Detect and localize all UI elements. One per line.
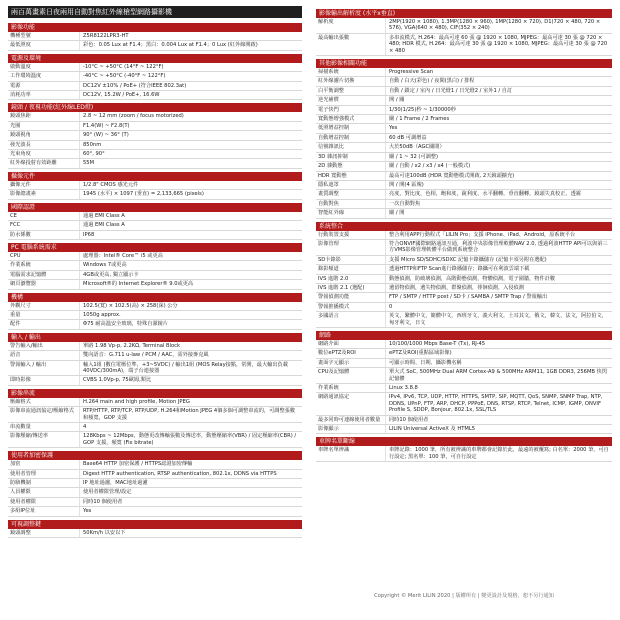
spec-row xyxy=(8,122,302,131)
section-header: 國際認證 xyxy=(8,203,302,212)
spec-row xyxy=(8,252,302,261)
section-header: PC 電腦系統需求 xyxy=(8,243,302,252)
spec-value: 單路 1.98 Vp-p, 2.2KΩ, Terminal Block xyxy=(83,342,181,349)
spec-label: 電腦需求記憶體 xyxy=(8,271,80,279)
spec-label: 鏡頭調整 xyxy=(8,529,80,537)
spec-value: Yes xyxy=(83,508,92,515)
spec-label: 低照增益控制 xyxy=(316,124,386,132)
spec-label: CPU xyxy=(8,252,80,260)
spec-value: 開 / 開(4 區塊) xyxy=(389,181,424,188)
spec-value: 英文，繁體中文，簡體中文，西班牙文，義大利文，土耳其文，俄文，韓文，法文，阿拉伯文，匈牙利文，日文 xyxy=(389,313,607,326)
spec-row xyxy=(8,32,302,41)
spec-row xyxy=(8,82,302,91)
spec-row xyxy=(316,265,612,274)
spec-row xyxy=(316,34,612,56)
spec-value: 遺留物偵測，遺失物偵測，群聚偵測，徘徊偵測，入侵偵測 xyxy=(389,284,524,291)
spec-value: 90° (W) ~ 36° (T) xyxy=(83,132,129,139)
spec-row xyxy=(8,112,302,121)
spec-label: 啟動溫度 xyxy=(8,63,80,71)
spec-label: 掃描系統 xyxy=(316,68,386,76)
spec-label: 警報輸入 / 輸出 xyxy=(8,361,80,376)
spec-value: 支援 Micro SD/SDHC/SDXC 記憶卡錄攝儲存 (記憶卡須另附在選配) xyxy=(389,256,547,263)
spec-label: 警報推播模式 xyxy=(316,303,386,311)
spec-label: HDR 寬動態 xyxy=(316,172,386,180)
spec-row xyxy=(316,349,612,358)
spec-value: Linux 3.8.8 xyxy=(389,385,418,392)
section-header: 其他影像相關功能 xyxy=(316,59,612,68)
spec-row xyxy=(8,212,302,221)
spec-row xyxy=(8,302,302,311)
spec-label: 鏡頭焦距 xyxy=(8,112,80,120)
spec-label: 機種型號 xyxy=(8,32,80,40)
spec-row xyxy=(8,460,302,469)
spec-value: 2.8 ~ 12 mm (zoom / focus motorized) xyxy=(83,113,184,120)
spec-label: 影像串流通訊協定/壓縮格式 xyxy=(8,407,80,422)
spec-row xyxy=(8,479,302,488)
spec-value: 自動 / 白天(彩色) / 夜間(黑白) / 排程 xyxy=(389,78,475,85)
spec-label: 外觀尺寸 xyxy=(8,302,80,310)
spec-row xyxy=(8,221,302,230)
spec-label: 使用者管理 xyxy=(8,470,80,478)
spec-row xyxy=(8,488,302,497)
spec-value: 使用者權限管理/設定 xyxy=(83,489,132,496)
spec-label: 重量 xyxy=(8,311,80,319)
spec-value: Microsoft®的 Internet Explorer® 9.0或更高 xyxy=(83,281,194,288)
spec-value: 4GB或更高, 獨立顯示卡 xyxy=(83,271,139,278)
spec-row xyxy=(316,209,612,218)
spec-value: 大於50dB（AGC關閉） xyxy=(389,144,445,151)
spec-value: 1/2.8" CMOS 感光元件 xyxy=(83,181,139,188)
spec-label: 工作環境溫度 xyxy=(8,72,80,80)
spec-label: FCC xyxy=(8,221,80,229)
spec-label: 隱私遮罩 xyxy=(316,181,386,189)
spec-label: 串流數量 xyxy=(8,423,80,431)
spec-label: 電子快門 xyxy=(316,106,386,114)
spec-value: 55M xyxy=(83,160,95,167)
spec-label: IVS 進階 2.1 (選配) xyxy=(316,284,386,292)
spec-row xyxy=(8,91,302,100)
section-header: 電源及環境 xyxy=(8,54,302,63)
spec-row xyxy=(316,153,612,162)
spec-label: 紅外線投射有效距離 xyxy=(8,159,80,167)
spec-label: 智能紅外線 xyxy=(316,209,386,217)
document-title: 兩百萬畫素日夜兩用自動對焦紅外線槍型網路攝影機 xyxy=(8,6,302,18)
spec-label: 使用者權限 xyxy=(8,498,80,506)
spec-value: 彩色：0.05 Lux at F1.4；黑白：0.004 Lux at F1.4；0 Lux (紅外線開啟) xyxy=(83,42,258,49)
spec-row xyxy=(8,280,302,289)
spec-label: 電源 xyxy=(8,82,80,90)
spec-row xyxy=(316,359,612,368)
spec-label: 自動對焦 xyxy=(316,200,386,208)
spec-label: 人員權限 xyxy=(8,488,80,496)
spec-label: 壓縮格式 xyxy=(8,398,80,406)
spec-row xyxy=(316,87,612,96)
spec-value: 4 xyxy=(83,424,87,430)
spec-row xyxy=(316,143,612,152)
spec-row xyxy=(316,134,612,143)
spec-label: 網頁瀏覽器 xyxy=(8,280,80,288)
spec-value: Progressive Scan xyxy=(389,69,434,76)
spec-row xyxy=(316,200,612,209)
spec-row xyxy=(8,407,302,423)
spec-value: 單大式 SoC, 500MHz Dual ARM Cortex-A9 & 500MHz ARM11, 1GB DDR3, 256MB 快閃記憶體 xyxy=(389,369,608,382)
spec-value: DC12V, 15.2W / PoE+, 16.6W xyxy=(83,92,160,99)
section-header: 系統整合 xyxy=(316,222,612,231)
spec-row xyxy=(8,159,302,168)
spec-label: CPU及記憶體 xyxy=(316,368,386,383)
spec-value: DC12V ±10% / PoE+ (符合IEEE 802.3at) xyxy=(83,82,187,89)
spec-label: 影像管理 xyxy=(316,240,386,255)
spec-row xyxy=(316,190,612,199)
spec-value: 關 / 1 Frame / 2 Frames xyxy=(389,116,450,123)
spec-row xyxy=(8,41,302,50)
spec-label: 畫面字元顯示 xyxy=(316,359,386,367)
spec-row xyxy=(8,63,302,72)
spec-label: 光束角度 xyxy=(8,150,80,158)
spec-value: Windows 7或更高 xyxy=(83,262,127,269)
spec-row xyxy=(316,115,612,124)
spec-label: 防駭機制 xyxy=(8,479,80,487)
spec-value: RTP/HTTP, RTP/TCP, RTP/UDP, H.264和Motion JPEG 4個多個可調整串流的，可調整張數和頻寬，GOP 支援 xyxy=(83,408,296,421)
spec-value: 動態偵測，防破壞偵測，高階動態偵測，物體偵測，電子圍牆，物件計數 xyxy=(389,275,556,282)
spec-value: F1.4(W) ~ F2.8(T) xyxy=(83,122,130,129)
right-column xyxy=(316,6,612,462)
spec-label: 最低照度 xyxy=(8,41,80,49)
spec-row xyxy=(8,231,302,240)
spec-row xyxy=(8,150,302,159)
spec-row xyxy=(8,72,302,81)
spec-label: 白平衡調整 xyxy=(316,87,386,95)
spec-value: 關 / 開 xyxy=(389,210,405,217)
spec-value: IP 地址過濾，MAC地址過濾 xyxy=(83,480,148,487)
spec-label: 多國語言 xyxy=(316,312,386,327)
spec-row xyxy=(316,393,612,415)
spec-value: 處理器：Intel® Core™ i5 或更高 xyxy=(83,252,163,259)
spec-row xyxy=(8,320,302,329)
section-header: 影像串流 xyxy=(8,389,302,398)
spec-row xyxy=(8,351,302,360)
section-header: 影像功能 xyxy=(8,23,302,32)
spec-value: 同時10 個使用者 xyxy=(389,416,429,423)
spec-row xyxy=(316,446,612,462)
spec-label: 信號雜訊比 xyxy=(316,143,386,151)
spec-row xyxy=(8,398,302,407)
spec-row xyxy=(316,18,612,34)
spec-value: 自動 / 鎖定 / 室內 / 日光燈1 / 日光燈2 / 室外1 / 自訂 xyxy=(389,87,513,94)
spec-value: IPv4, IPv6, TCP, UDP, HTTP, HTTPS, SMTP, SIP, MQTT, QoS, SNMP, SNMP Trap, NTP, DDNS, UPnP, FTP, ARP, DHCP, PPPoE, DNS, RTSP, RTCP, Telnet, ICMP, IGMP, ONVIF Profile S, SDDP, Bonjour, 802.1x, SSL/TLS xyxy=(389,394,603,414)
spec-label: 影像顯示 xyxy=(316,425,386,433)
spec-row xyxy=(8,190,302,199)
spec-value: 2MP(1920 × 1080), 1.3MP(1280 × 960), 1MP(1280 × 720), D1(720 × 480, 720 × 576), VGA(640 × 480), CIF(352 × 240) xyxy=(389,19,601,32)
spec-value: Base64 HTTP 加密保護 / HTTPS認證加密傳輸 xyxy=(83,461,193,468)
spec-value: 同時10 個使用者 xyxy=(83,498,123,505)
spec-label: 配件 xyxy=(8,320,80,328)
spec-label: 網路介面 xyxy=(316,340,386,348)
spec-label: 鏡頭視角 xyxy=(8,131,80,139)
spec-value: 102.5(寬) × 102.5(高) × 258(深) 公分 xyxy=(83,302,178,309)
left-column xyxy=(8,20,302,538)
spec-label: 紅外線濾片切換 xyxy=(316,77,386,85)
spec-label: 消耗功率 xyxy=(8,91,80,99)
section-header: 影像輸出解析度 (水平x垂直) xyxy=(316,9,612,18)
spec-value: Digest HTTP authentication, RTSP authentication, 802.1x, DDNS via HTTPS xyxy=(83,470,277,477)
spec-value: -40°C ~ +50°C (-40°F ~ 122°F) xyxy=(83,73,166,80)
spec-label: 寬動態增強模式 xyxy=(316,115,386,123)
spec-row xyxy=(8,376,302,385)
spec-row xyxy=(8,498,302,507)
spec-value: H.264 main and high profile, Motion JPEG xyxy=(83,398,190,405)
section-header: 機構 xyxy=(8,293,302,302)
spec-row xyxy=(8,271,302,280)
spec-label: 作業系統 xyxy=(316,384,386,392)
spec-label: 錄影頻道 xyxy=(316,265,386,273)
spec-row xyxy=(316,68,612,77)
spec-row xyxy=(8,361,302,377)
spec-row xyxy=(8,141,302,150)
spec-value: 透過HTTP和FTP Scan進行錄播儲存；錄攝可在利波雲端下載 xyxy=(389,266,530,273)
spec-row xyxy=(8,529,302,538)
spec-label: 數位ePTZ及ROI xyxy=(316,349,386,357)
spec-value: 850nm xyxy=(83,141,102,148)
spec-value: CVBS 1.0Vp-p, 75歐姆,類比 xyxy=(83,377,152,384)
section-header: 網路 xyxy=(316,331,612,340)
spec-label: 2D 雜動態 xyxy=(316,162,386,170)
spec-row xyxy=(316,368,612,384)
spec-row xyxy=(8,131,302,140)
spec-row xyxy=(316,181,612,190)
spec-value: 0 xyxy=(389,303,393,310)
spec-label: 作業系統 xyxy=(8,261,80,269)
spec-label: 防水係數 xyxy=(8,231,80,239)
spec-row xyxy=(8,181,302,190)
spec-label: 警報偵測功能 xyxy=(316,293,386,301)
spec-row xyxy=(316,416,612,425)
spec-row xyxy=(316,240,612,256)
spec-row xyxy=(8,507,302,516)
spec-row xyxy=(316,425,612,434)
spec-value: 雙向語音：G.711 u-law / PCM / AAC，需外接麥克風 xyxy=(83,352,209,359)
spec-label: 車牌名單辨識 xyxy=(316,446,386,461)
spec-label: 語音 xyxy=(8,351,80,359)
spec-value: 60°, 90° xyxy=(83,151,105,158)
spec-value: 60 dB 可調增益 xyxy=(389,134,427,141)
spec-label: 逆光補償 xyxy=(316,96,386,104)
spec-label: IVS 進階 2.0 xyxy=(316,275,386,283)
spec-value: -10°C ~ +50°C (14°F ~ 122°F) xyxy=(83,63,164,70)
spec-value: ePTZ及ROI(重點區域影像) xyxy=(389,350,452,357)
spec-value: 128Kbps ~ 12Mbps，動態更改傳輸張數及傳送率，動態壓縮率(VBR) / 固定壓縮率(CBR) / GOP 支援，頻寬 (Fix bitrate) xyxy=(83,433,297,446)
spec-label: 發光波長 xyxy=(8,141,80,149)
spec-value: 關 / 自動 / x2 / x3 / x4 (一般模式) xyxy=(389,163,471,170)
spec-label: 自動增益控制 xyxy=(316,134,386,142)
spec-value: 多串流模式, H.264：最高可達 60 張 @ 1920 × 1080, MJPEG：最高可達 30 張 @ 720 × 480; HDR 模式, H.264：最高可達 30 張 @ 1920 × 1080, MJPEG：最高可達 30 張 @ 720 × 480 xyxy=(389,34,608,54)
spec-value: 整合利用APP行動程式「LILIN Pro」支援 iPhone、iPad、Android，原系統平台 xyxy=(389,231,576,238)
spec-row xyxy=(8,423,302,432)
spec-value: 1050g approx. xyxy=(83,311,121,318)
section-header: 鏡頭 / 夜視功能(紅外線LED燈) xyxy=(8,103,302,112)
spec-value: 1/30(1/25)秒 ~ 1/30000秒 xyxy=(389,106,456,113)
spec-value: Yes xyxy=(389,125,398,132)
spec-row xyxy=(316,172,612,181)
spec-value: 最高可達100dB (HDR 寬動態模式開啟, 2天鏡頭擴充) xyxy=(389,172,515,179)
spec-value: 50Km/h 以安以下 xyxy=(83,529,126,536)
section-header: 使用者加密保護 xyxy=(8,451,302,460)
spec-value: 關 / 1 ~ 32 (可調整) xyxy=(389,153,439,160)
spec-label: 多組IP位址 xyxy=(8,507,80,515)
spec-row xyxy=(316,293,612,302)
spec-row xyxy=(316,340,612,349)
section-header: 車牌名單斷線 xyxy=(316,437,612,446)
spec-label: 加密 xyxy=(8,460,80,468)
spec-label: 解析度 xyxy=(316,18,386,33)
spec-label: 行動裝置支援 xyxy=(316,231,386,239)
spec-label: SD卡錄影 xyxy=(316,256,386,264)
spec-row xyxy=(316,124,612,133)
spec-row xyxy=(316,312,612,328)
spec-value: Φ75 耐高溫安全玻璃，特殊自潔鏡片 xyxy=(83,321,168,328)
spec-label: 3D 雜訊抑制 xyxy=(316,153,386,161)
spec-row xyxy=(316,96,612,105)
spec-row xyxy=(8,311,302,320)
spec-label: 影像總畫素 xyxy=(8,190,80,198)
section-header: 攝像元件 xyxy=(8,172,302,181)
spec-label: 即時影像 xyxy=(8,376,80,384)
spec-row xyxy=(316,256,612,265)
spec-label: 網路通訊協定 xyxy=(316,393,386,414)
spec-row xyxy=(316,162,612,171)
spec-value: 可顯示時間、日期、攝影機名稱 xyxy=(389,359,462,366)
spec-label: 最多同時可連線使用者數量 xyxy=(316,416,386,424)
spec-row xyxy=(316,275,612,284)
spec-value: 車牌記錄：1000 筆，所有被辨識的車牌都會記錄於此，最遠的被覆寫; 白名單：2000 筆，可自行設定; 黑名單：100 筆，可自行設定 xyxy=(389,447,609,460)
spec-row xyxy=(8,342,302,351)
spec-label: 光圈 xyxy=(8,122,80,130)
spec-row xyxy=(316,384,612,393)
spec-value: FTP / SMTP / HTTP post / SD卡 / SAMBA / SMTP Trap / 警報輸出 xyxy=(389,294,548,301)
spec-label: 警告輸入/輸出 xyxy=(8,342,80,350)
spec-row xyxy=(8,470,302,479)
spec-value: 通過 EMI Class A xyxy=(83,212,125,219)
spec-row xyxy=(8,261,302,270)
spec-value: 通過 EMI Class A xyxy=(83,222,125,229)
spec-value: LILIN Universal ActiveX 及 HTML5 xyxy=(389,426,476,433)
spec-row xyxy=(316,284,612,293)
spec-value: 1945 (水平) × 1097 (垂直) = 2,133,665 (pixels) xyxy=(83,191,204,198)
spec-label: 最高輸出張數 xyxy=(316,34,386,55)
spec-value: IP68 xyxy=(83,231,95,238)
spec-row xyxy=(8,432,302,448)
spec-value: 10/100/1000 Mbps Base-T (Tx), RJ-45 xyxy=(389,341,486,347)
spec-value: 符合ONVIF國際網路通訊互通，利波中央影像管理軟體NAV 2.0, 透過利波HTTP API可以與第三方VMS影像管理軟體平台做到系統整合 xyxy=(389,240,608,254)
spec-row xyxy=(316,77,612,86)
spec-label: 畫質調整 xyxy=(316,190,386,198)
spec-value: Z5R8122LPR3-HT xyxy=(83,33,129,39)
spec-value: 開 / 關 xyxy=(389,97,405,104)
spec-value: 亮度，對比度，色相，飽和度，銳利度，水平翻轉，垂直翻轉，鏡頭失真校正，透霧 xyxy=(389,191,581,198)
section-header: 輸入 / 輸出 xyxy=(8,333,302,342)
spec-row xyxy=(316,231,612,240)
spec-label: 攝像元件 xyxy=(8,181,80,189)
spec-row xyxy=(316,303,612,312)
spec-row xyxy=(316,106,612,115)
spec-value: 一次自動對焦 xyxy=(389,200,421,207)
copyright-footer: Copyright © Merit LILIN 2020 | 版權所有 | 變更設計及規格，恕不另行通知 xyxy=(374,593,554,599)
spec-value: 輸入1組 (數位電壓位準，+3~5VDC) / 輸出1組 (MOS Relay接點，常開，最大輸出負載 40VDC/300mA)，端子台連接器 xyxy=(83,361,288,374)
spec-label: 影像壓縮/傳送率 xyxy=(8,432,80,447)
spec-label: CE xyxy=(8,212,80,220)
section-header: 可視調整鍵 xyxy=(8,520,302,529)
